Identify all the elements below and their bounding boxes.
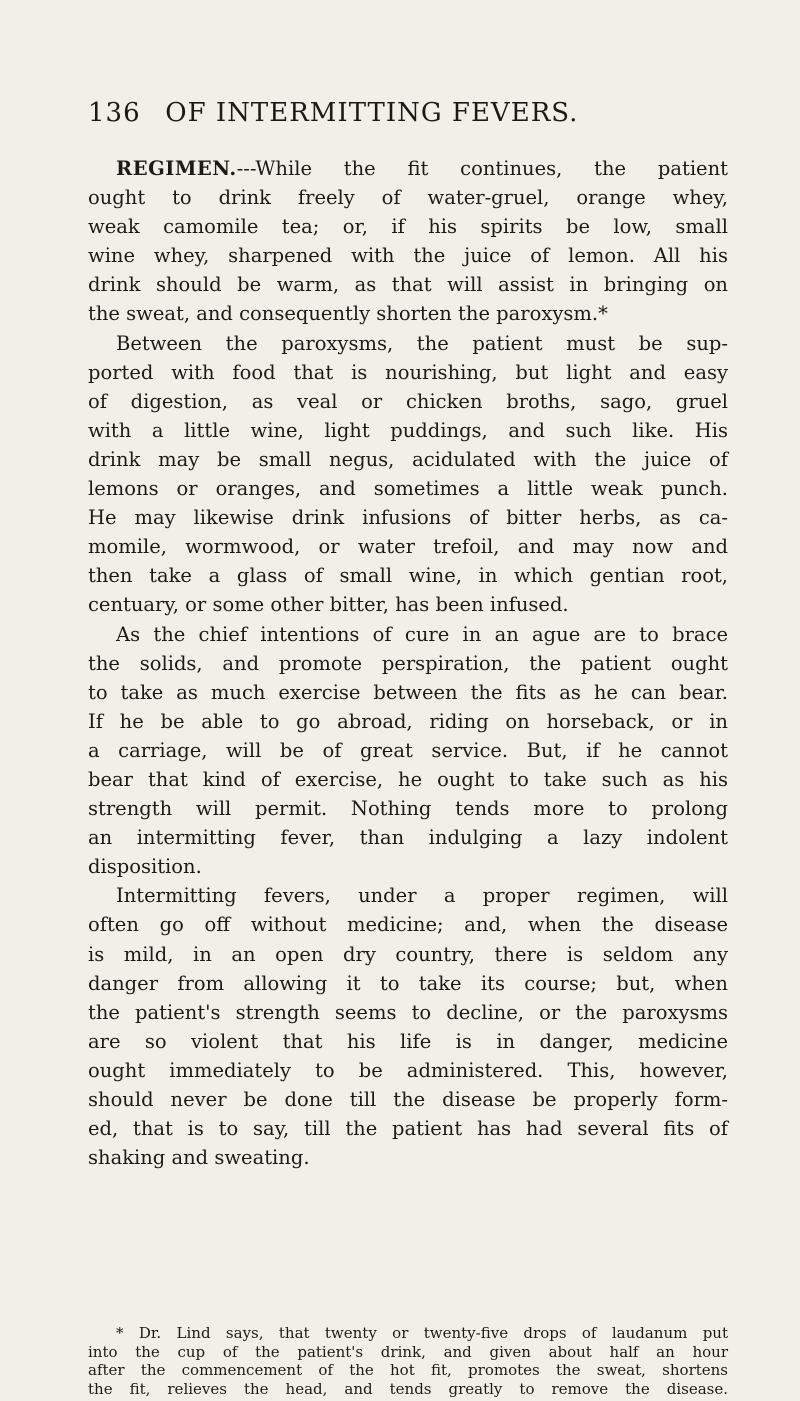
running-head [88, 98, 678, 128]
text-line: If he be able to go abroad, riding on horseback, or in [88, 709, 728, 733]
footnote-line: the fit, relieves the head, and tends greatly to remove the disease. [88, 1379, 728, 1398]
text-line: ought immediately to be administered. This, however, [88, 1058, 728, 1082]
text-line: often go off without medicine; and, when the disease [88, 913, 728, 937]
text-line: an intermitting fever, than indulging a lazy indolent [88, 826, 728, 850]
text-line: ed, that is to say, till the patient has had several fits of [88, 1117, 728, 1141]
text-line: As the chief intentions of cure in an ague are to brace [116, 622, 728, 646]
text-line: ported with food that is nourishing, but light and easy [88, 360, 728, 384]
text-line: wine whey, sharpened with the juice of lemon. All his [88, 244, 728, 268]
footnote-line: into the cup of the patient's drink, and given about half an hour [88, 1342, 728, 1361]
text-line: a carriage, will be of great service. But, if he cannot [88, 738, 728, 762]
text-line: the patient's strength seems to decline, or the paroxysms [88, 1000, 728, 1024]
text-line: centuary, or some other bitter, has been infused. [88, 593, 569, 617]
text-line: drink should be warm, as that will assist in bringing on [88, 273, 728, 297]
text-line: should never be done till the disease be properly form- [88, 1088, 728, 1111]
text-line: bear that kind of exercise, he ought to take such as his [88, 767, 728, 791]
text-line: He may likewise drink infusions of bitter herbs, as ca- [88, 506, 728, 530]
footnote-line: * Dr. Lind says, that twenty or twenty-five drops of laudanum put [116, 1324, 728, 1342]
text-line: are so violent that his life is in danger, medicine [88, 1029, 728, 1053]
text-line: then take a glass of small wine, in which gentian root, [88, 564, 728, 588]
body-text [88, 154, 728, 1172]
text-line: danger from allowing it to take its course; but, when [88, 971, 728, 995]
footnote-line: after the commencement of the hot fit, promotes the sweat, shortens [88, 1361, 728, 1379]
text-line: with a little wine, light puddings, and such like. His [88, 418, 728, 442]
text-line: Between the paroxysms, the patient must be sup- [116, 331, 728, 355]
text-line: strength will permit. Nothing tends more to prolong [88, 797, 728, 821]
text-line: lemons or oranges, and sometimes a little weak punch. [88, 477, 728, 501]
text-line: shaking and sweating. [88, 1146, 310, 1170]
text-line: weak camomile tea; or, if his spirits be low, small [88, 215, 728, 239]
text-line: momile, wormwood, or water trefoil, and may now and [88, 535, 728, 559]
footnote [88, 1324, 728, 1398]
text-line: drink may be small negus, acidulated with the juice of [88, 447, 728, 471]
section-lead: REGIMEN. [116, 157, 237, 180]
text-line: of digestion, as veal or chicken broths, sago, gruel [88, 389, 728, 413]
text-line: disposition. [88, 855, 202, 879]
text-line: the sweat, and consequently shorten the paroxysm.* [88, 302, 608, 326]
chapter-title: OF INTERMITTING FEVERS. [165, 98, 579, 128]
text-line: is mild, in an open dry country, there is seldom any [88, 942, 728, 966]
text-line: the solids, and promote perspiration, the patient ought [88, 651, 728, 675]
text-line: to take as much exercise between the fits as he can bear. [88, 680, 728, 704]
page-number: 136 [88, 98, 141, 128]
text-line: Intermitting fevers, under a proper regimen, will [116, 884, 728, 908]
text-line: REGIMEN.---While the fit continues, the patient [116, 157, 728, 180]
text-line: ought to drink freely of water-gruel, orange whey, [88, 186, 728, 210]
